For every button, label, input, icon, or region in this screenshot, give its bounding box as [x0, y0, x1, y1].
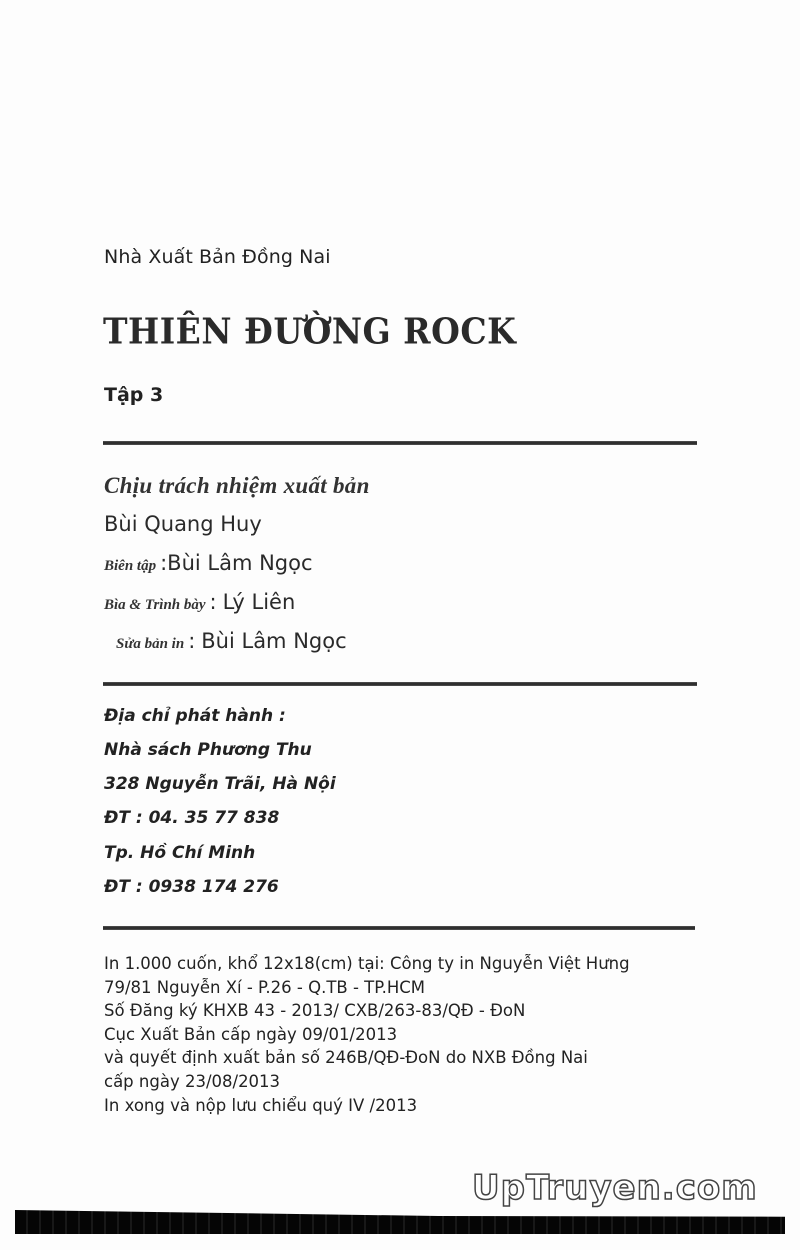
publisher-name: Nhà Xuất Bản Đồng Nai	[104, 246, 331, 268]
print-info-line: Cục Xuất Bản cấp ngày 09/01/2013	[104, 1024, 398, 1044]
credit-value: Bùi Lâm Ngọc	[201, 629, 347, 653]
divider-2	[103, 682, 697, 686]
print-info-line: và quyết định xuất bản số 246B/QĐ-ĐoN do NXB Đồng Nai	[104, 1048, 588, 1068]
distribution-line: 328 Nguyễn Trãi, Hà Nội	[104, 774, 336, 794]
distribution-line: ĐT : 0938 174 276	[104, 877, 279, 897]
credits-heading: Chịu trách nhiệm xuất bản	[104, 473, 370, 498]
credit-line-proofreader	[116, 629, 347, 653]
book-title: THIÊN ĐƯỜNG ROCK	[103, 310, 517, 353]
print-info-line: Số Đăng ký KHXB 43 - 2013/ CXB/263-83/QĐ - ĐoN	[104, 1001, 526, 1021]
print-info-line: cấp ngày 23/08/2013	[104, 1071, 281, 1091]
credit-value: Bùi Lâm Ngọc	[167, 551, 313, 575]
volume-label: Tập 3	[104, 384, 164, 406]
print-info-line: In 1.000 cuốn, khổ 12x18(cm) tại: Công ty in Nguyễn Việt Hưng	[104, 954, 630, 973]
print-info-block	[104, 952, 630, 1117]
print-info-line: 79/81 Nguyễn Xí - P.26 - Q.TB - TP.HCM	[104, 977, 426, 997]
main-editor-name: Bùi Quang Huy	[104, 512, 262, 536]
distribution-heading: Địa chỉ phát hành :	[104, 706, 286, 726]
distribution-line: ĐT : 04. 35 77 838	[104, 808, 280, 828]
credit-value: Lý Liên	[222, 590, 296, 614]
print-info-line: In xong và nộp lưu chiểu quý IV /2013	[104, 1095, 418, 1115]
divider-3	[103, 926, 695, 930]
distribution-line: Nhà sách Phương Thu	[104, 740, 312, 760]
credit-line-editor	[104, 551, 313, 575]
credit-label: Biên tập	[104, 558, 157, 574]
distribution-line: Tp. Hồ Chí Minh	[104, 843, 256, 863]
credit-separator: :	[209, 590, 217, 614]
credit-label: Bìa & Trình bày	[104, 597, 206, 613]
credit-label: Sửa bản in	[116, 636, 185, 652]
credit-separator: :	[188, 629, 196, 653]
divider-1	[103, 441, 697, 445]
credit-line-cover-design	[104, 590, 295, 614]
scan-edge-bar	[15, 1210, 785, 1234]
credit-separator: :	[160, 551, 168, 575]
watermark-logo: UpTruyen.com	[472, 1168, 758, 1208]
